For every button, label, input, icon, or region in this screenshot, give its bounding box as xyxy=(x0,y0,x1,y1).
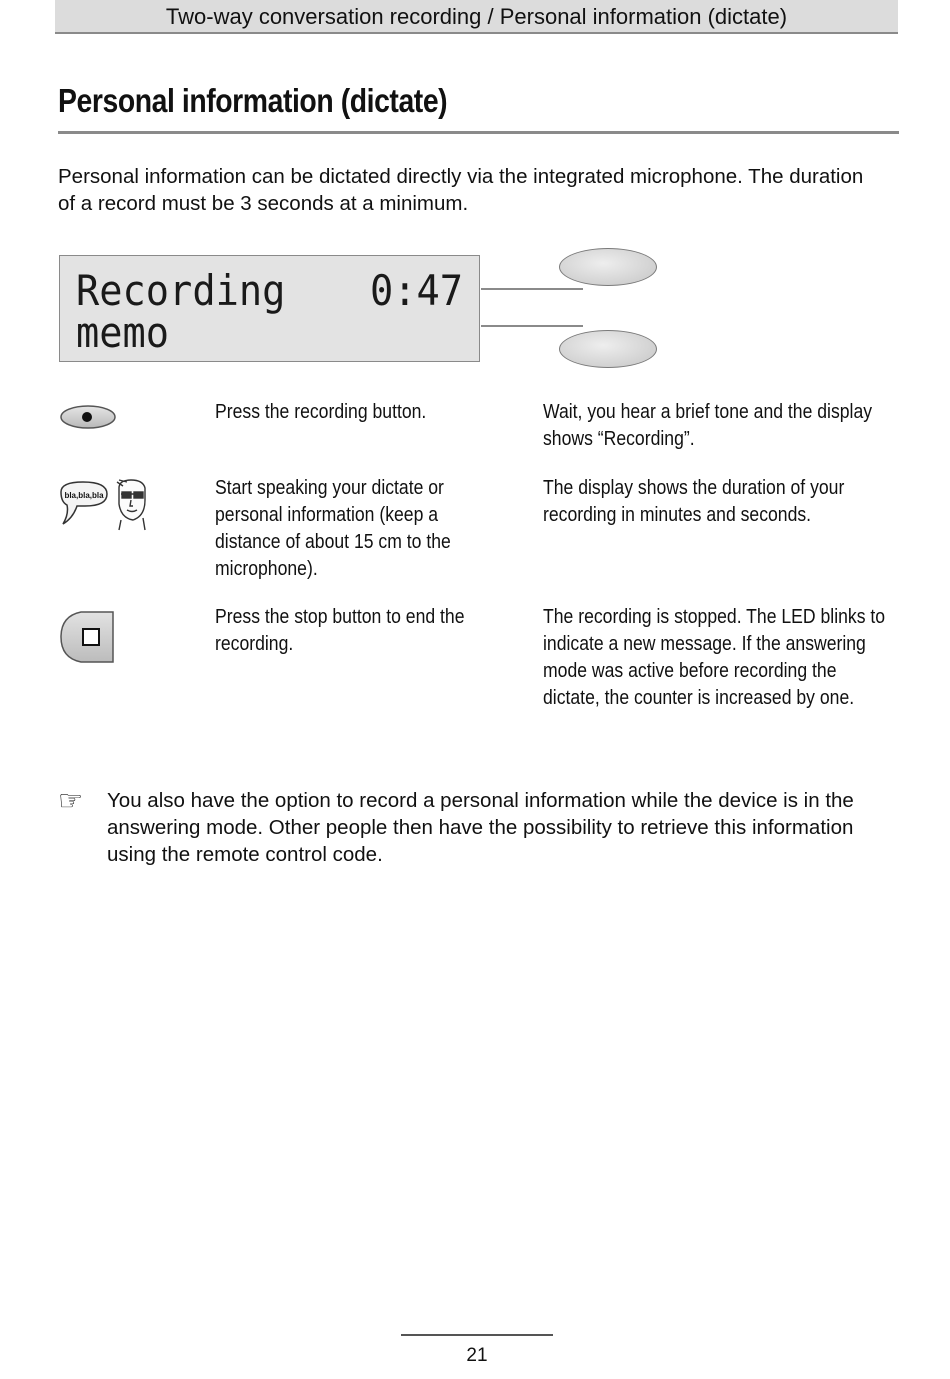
connector-line-bottom xyxy=(481,325,583,327)
step-3-action: Press the stop button to end the recording. xyxy=(215,606,465,655)
pointing-hand-icon: ☞ xyxy=(58,785,84,816)
step-2-result: The display shows the duration of your recording in minutes and seconds. xyxy=(543,477,845,526)
display-soft-button-top[interactable] xyxy=(559,248,657,286)
step-1-result: Wait, you hear a brief tone and the display shows “Recording”. xyxy=(543,401,873,450)
intro-paragraph: Personal information can be dictated directly via the integrated microphone. The duration of a record must be 3 seconds at a minimum. xyxy=(58,165,864,215)
lcd-line-2: memo xyxy=(76,308,170,357)
note-text: You also have the option to record a personal information while the device is in the answering mode. Other people then have the possibility to retrieve this information using the remote control code. xyxy=(107,789,854,866)
page-title: Personal information (dictate) xyxy=(58,82,448,119)
title-divider xyxy=(58,131,899,134)
speech-bubble-text: bla,bla,bla xyxy=(64,491,104,500)
lcd-time: 0:47 xyxy=(370,266,464,315)
speaking-person-icon xyxy=(57,478,149,537)
stop-button-icon xyxy=(59,610,117,669)
lcd-display xyxy=(59,255,480,362)
display-soft-button-bottom[interactable] xyxy=(559,330,657,368)
running-header: Two-way conversation recording / Personal information (dictate) xyxy=(55,0,898,34)
step-3-result: The recording is stopped. The LED blinks to indicate a new message. If the answering mode was active before recording the dictate, the counter is increased by one. xyxy=(543,606,886,709)
footer-divider xyxy=(401,1334,553,1336)
lcd-line-1: Recording xyxy=(76,266,286,315)
page-number: 21 xyxy=(466,1345,488,1366)
connector-line-top xyxy=(481,288,583,290)
step-2-action: Start speaking your dictate or personal information (keep a distance of about 15 cm to the microphone). xyxy=(215,477,451,580)
record-button-icon xyxy=(59,404,117,435)
step-1-action: Press the recording button. xyxy=(215,401,427,423)
